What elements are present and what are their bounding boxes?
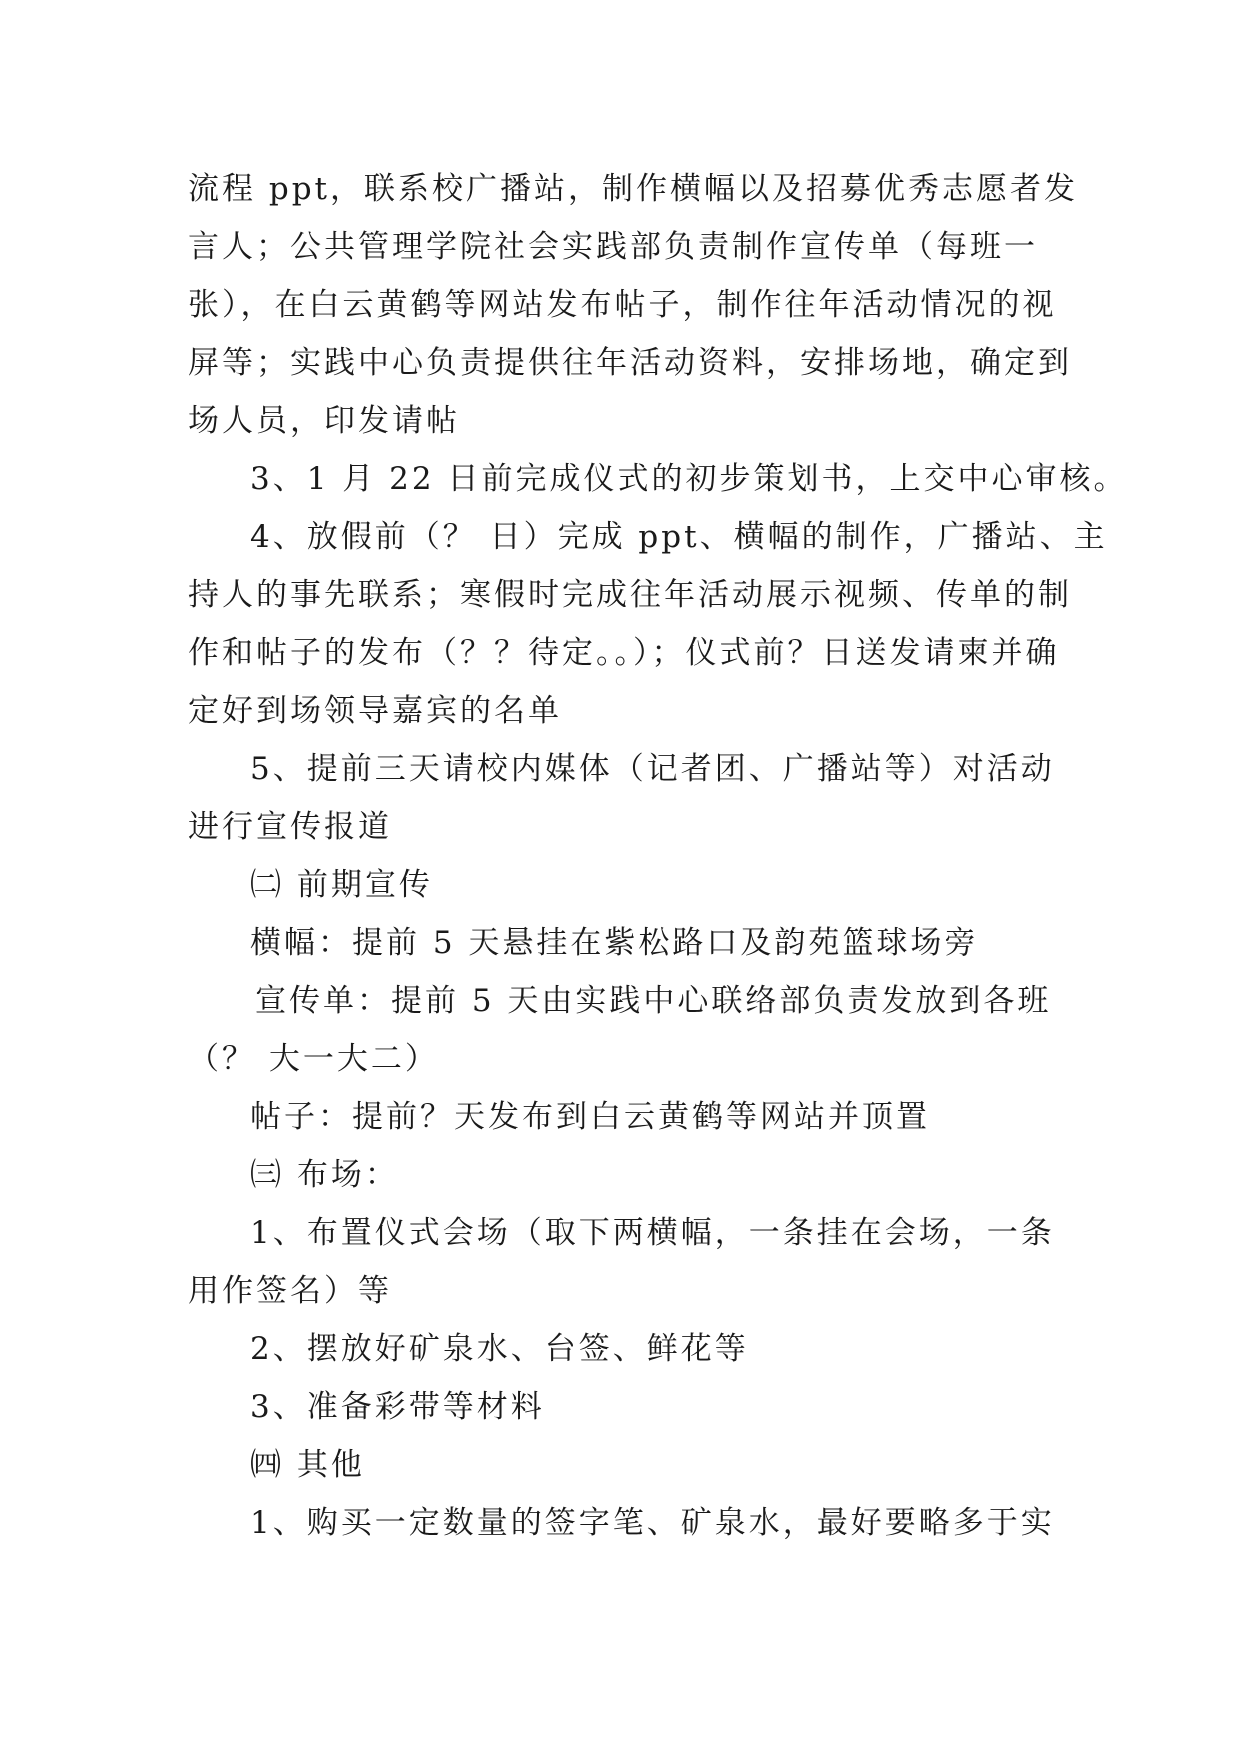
text-line: 言人；公共管理学院社会实践部负责制作宣传单（每班一 — [188, 229, 1038, 265]
text-line: 定好到场领导嘉宾的名单 — [188, 693, 562, 729]
text-line: 3、1 月 22 日前完成仪式的初步策划书，上交中心审核。 — [250, 461, 1128, 497]
text-line: 流程 ppt，联系校广播站，制作横幅以及招募优秀志愿者发 — [188, 171, 1078, 207]
text-line: 2、摆放好矿泉水、台签、鲜花等 — [250, 1331, 749, 1367]
text-line: 持人的事先联系；寒假时完成往年活动展示视频、传单的制 — [188, 577, 1072, 613]
section-heading: ㈢ 布场： — [250, 1157, 399, 1193]
text-line: 屏等；实践中心负责提供往年活动资料，安排场地，确定到 — [188, 345, 1072, 381]
text-line: 横幅：提前 5 天悬挂在紫松路口及韵苑篮球场旁 — [250, 925, 979, 961]
section-heading: ㈣ 其他 — [250, 1447, 365, 1483]
text-line: 3、准备彩带等材料 — [250, 1389, 545, 1425]
text-line: 宣传单：提前 5 天由实践中心联络部负责发放到各班 — [255, 983, 1052, 1019]
text-line: 张），在白云黄鹤等网站发布帖子，制作往年活动情况的视 — [188, 287, 1057, 323]
text-line: 1、购买一定数量的签字笔、矿泉水，最好要略多于实 — [250, 1505, 1055, 1541]
text-line: 作和帖子的发布（？？待定。。）；仪式前？日送发请柬并确 — [188, 635, 1060, 671]
text-line: 4、放假前（？ 日）完成 ppt、横幅的制作，广播站、主 — [250, 519, 1108, 555]
text-line: （？ 大一大二） — [188, 1041, 439, 1077]
text-line: 帖子：提前？天发布到白云黄鹤等网站并顶置 — [250, 1099, 930, 1135]
section-heading: ㈡ 前期宣传 — [250, 867, 433, 903]
text-line: 1、布置仪式会场（取下两横幅，一条挂在会场，一条 — [250, 1215, 1055, 1251]
text-line: 5、提前三天请校内媒体（记者团、广播站等）对活动 — [250, 751, 1055, 787]
document-body — [188, 160, 1128, 1552]
text-line: 用作签名）等 — [188, 1273, 392, 1309]
text-line: 进行宣传报道 — [188, 809, 392, 845]
text-line: 场人员，印发请帖 — [188, 403, 460, 439]
